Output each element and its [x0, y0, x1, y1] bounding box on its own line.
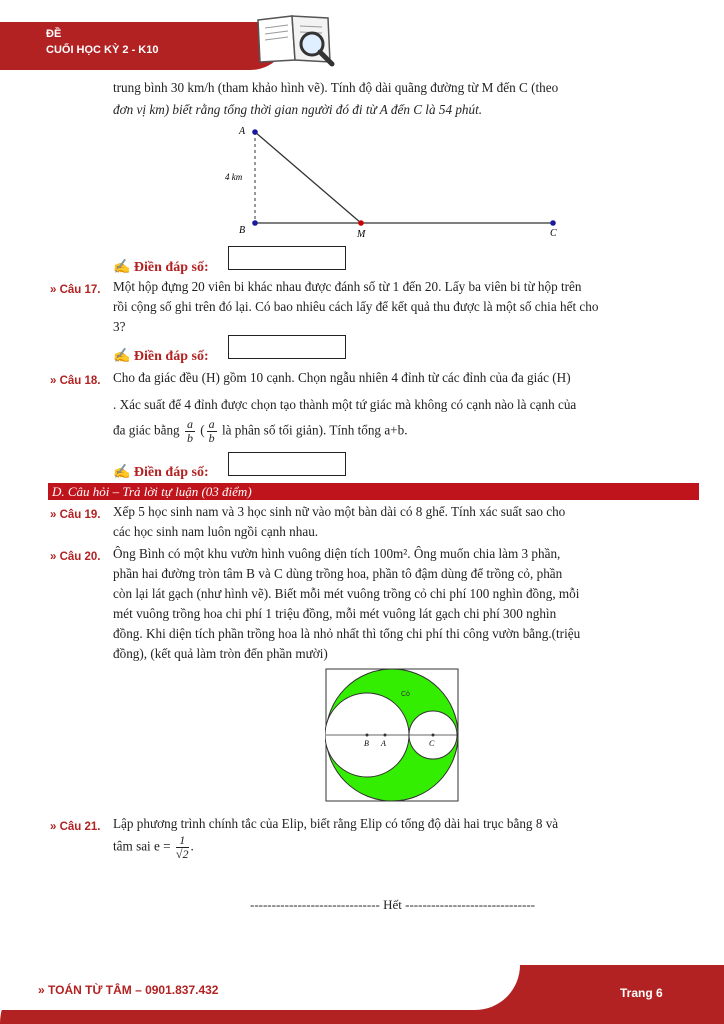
- label-a: A: [239, 126, 246, 137]
- question-18-line-3: đa giác bằng $\frac{a}{b}$ ( $\frac{a}{b}$ là phân số tối giản). Tính tổng a+b.: [113, 417, 408, 445]
- question-19-line-1: Xếp 5 học sinh nam và 3 học sinh nữ vào một bàn dài có 8 ghế. Tính xác suất sao cho: [113, 504, 566, 519]
- question-17-line-1: Một hộp đựng 20 viên bi khác nhau được đánh số từ 1 đến 20. Lấy ba viên bi từ hộp trên: [113, 279, 582, 294]
- question-18-line-2: . Xác suất để 4 đỉnh được chọn tạo thành một tứ giác mà không có cạnh nào là cạnh của: [113, 397, 577, 412]
- label-b: B: [239, 225, 246, 236]
- label-c2: C: [429, 739, 435, 748]
- point-m: [358, 220, 364, 226]
- frac-den: b: [186, 431, 193, 445]
- fraction-a-over-b: [185, 418, 195, 445]
- fraction-a-over-b-2: [207, 418, 217, 445]
- question-20-label: » Câu 20.: [50, 551, 101, 563]
- answer-label-18: ✍ Điền đáp số:: [113, 465, 209, 480]
- point-a: [252, 129, 258, 135]
- question-19-label: » Câu 19.: [50, 509, 101, 521]
- question-21-prefix: tâm sai e =: [113, 838, 171, 854]
- question-20-line-4: mét vuông trồng hoa chi phí 1 triệu đồng, mỗi mét vuông lát gạch chi phí 300 nghìn: [113, 606, 557, 621]
- frac-den-2: b: [208, 431, 215, 445]
- question-18-prefix: đa giác bằng: [113, 422, 180, 438]
- question-17-label: » Câu 17.: [50, 284, 101, 296]
- question-18-suffix: là phân số tối giản). Tính tổng a+b.: [221, 422, 408, 438]
- intro-line-1: trung bình 30 km/h (tham khảo hình vẽ). Tính độ dài quãng đường từ M đến C (theo: [113, 80, 559, 95]
- figure-garden: [325, 668, 459, 802]
- frac-num: a: [186, 417, 193, 431]
- ecc-den: √2: [175, 847, 189, 861]
- answer-label-17: ✍ Điền đáp số:: [113, 349, 209, 364]
- question-21-line-1: Lập phương trình chính tắc của Elip, biết rằng Elip có tổng độ dài hai trục bằng 8 và: [113, 816, 559, 831]
- answer-box-16[interactable]: [228, 246, 346, 270]
- label-distance: 4 km: [225, 172, 243, 182]
- question-18-line-1: Cho đa giác đều (H) gồm 10 cạnh. Chọn ngẫu nhiên 4 đỉnh từ các đỉnh của đa giác (H): [113, 370, 571, 385]
- frac-num-2: a: [208, 417, 215, 431]
- question-17-line-3: 3?: [113, 319, 126, 334]
- header-title-top: ĐỀ: [46, 28, 62, 40]
- page-number: Trang 6: [620, 986, 663, 1000]
- book-magnifier-icon: [250, 8, 340, 68]
- question-17-line-2: rồi cộng số ghi trên đó lại. Có bao nhiêu cách lấy để kết quả thu được là một số chia hết cho: [113, 299, 599, 314]
- intro-line-2: đơn vị km) biết rằng tổng thời gian người đó đi từ A đến C là 54 phút.: [113, 102, 483, 117]
- label-c: C: [550, 228, 557, 239]
- label-co: Cỏ: [401, 691, 410, 698]
- question-21-label: » Câu 21.: [50, 821, 101, 833]
- answer-label-16: ✍ Điền đáp số:: [113, 260, 209, 275]
- question-20-line-3: còn lại lát gạch (như hình vẽ). Biết mỗi mét vuông trồng cỏ chi phí 100 nghìn đồng, mỗi: [113, 586, 580, 601]
- label-b2: B: [364, 739, 369, 748]
- label-a2: A: [381, 739, 386, 748]
- figure-path-amc: [215, 120, 575, 245]
- label-m: M: [357, 229, 366, 240]
- end-marker: ------------------------------ Hết ------------------------------: [249, 897, 536, 912]
- question-19-line-2: các học sinh nam luôn ngồi cạnh nhau.: [113, 524, 319, 539]
- question-20-line-1: Ông Bình có một khu vườn hình vuông diện tích 100m². Ông muốn chia làm 3 phần,: [113, 546, 561, 561]
- answer-box-17[interactable]: [228, 335, 346, 359]
- question-20-line-2: phần hai đường tròn tâm B và C dùng trồng hoa, phần tô đậm dùng để trồng cỏ, phần: [113, 566, 563, 581]
- fraction-eccentricity: [176, 834, 189, 861]
- question-20-line-5: đồng. Khi diện tích phần trồng hoa là nhỏ nhất thì tổng chi phí thi công vườn bằng.(triệu: [113, 626, 581, 641]
- header-title: CUỐI HỌC KỲ 2 - K10: [46, 44, 159, 56]
- question-21-line-2: tâm sai e = $\frac{1}{√2}$ .: [113, 833, 194, 861]
- point-b: [252, 220, 258, 226]
- ecc-num: 1: [176, 834, 189, 848]
- question-20-line-6: đồng), (kết quả làm tròn đến phần mười): [113, 646, 328, 661]
- footer-contact: » TOÁN TỪ TÂM – 0901.837.432: [38, 983, 219, 997]
- point-c: [550, 220, 556, 226]
- question-18-label: » Câu 18.: [50, 375, 101, 387]
- section-d-header: D. Câu hỏi – Trả lời tự luận (03 điểm): [48, 483, 699, 500]
- answer-box-18[interactable]: [228, 452, 346, 476]
